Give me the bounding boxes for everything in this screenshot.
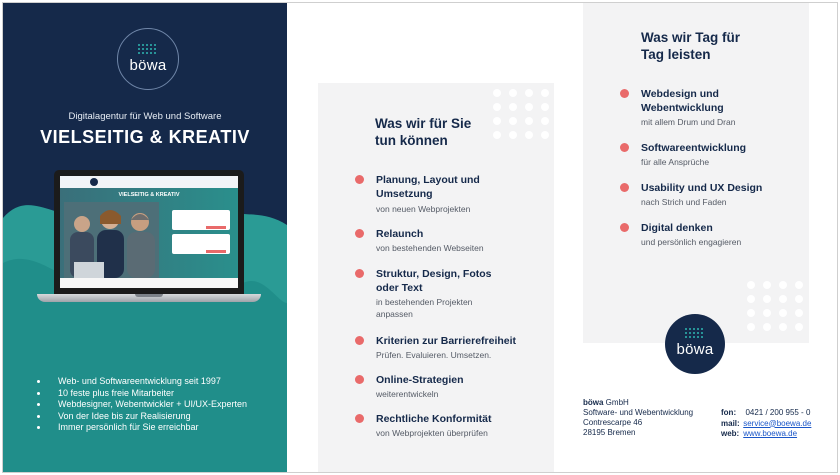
bullet-dot-icon <box>355 175 364 184</box>
bullet-dot-icon <box>355 269 364 278</box>
work-item <box>620 87 820 129</box>
logo-dots-icon <box>685 328 705 340</box>
headline: VIELSEITIG & KREATIV <box>40 127 250 147</box>
logo-dot <box>150 52 152 54</box>
logo-dot <box>150 48 152 50</box>
work-title: Softwareentwicklung <box>641 142 747 154</box>
service-subtitle: von bestehenden Webseiten <box>376 243 484 253</box>
list-item: Immer persönlich für Sie erreichbar <box>37 422 247 434</box>
phone-label: fon: <box>721 408 737 417</box>
grid-dot <box>509 117 517 125</box>
work-subtitle: nach Strich und Faden <box>641 197 727 207</box>
boewa-logo-footer <box>665 314 725 374</box>
left-panel <box>3 3 287 472</box>
daily-work-title-line2: Tag leisten <box>641 47 711 62</box>
grid-dot <box>509 103 517 111</box>
logo-dot <box>689 336 691 338</box>
mail-label: mail: <box>721 418 740 428</box>
logo-dot <box>701 328 703 330</box>
grid-dot <box>747 323 755 331</box>
bullet-dot-icon <box>355 414 364 423</box>
logo-dots-icon <box>138 44 158 56</box>
grid-dot <box>795 281 803 289</box>
grid-dot <box>795 295 803 303</box>
bullet-dot-icon <box>620 143 629 152</box>
grid-dot <box>525 117 533 125</box>
grid-dot <box>779 295 787 303</box>
logo-dot <box>142 48 144 50</box>
mail-link[interactable]: service@boewa.de <box>743 418 812 428</box>
grid-dot <box>795 323 803 331</box>
work-subtitle: und persönlich engagieren <box>641 237 742 247</box>
grid-dot <box>763 323 771 331</box>
grid-dot <box>525 131 533 139</box>
grid-dot <box>779 309 787 317</box>
service-title: Online-Strategien <box>376 374 464 386</box>
address-line: 28195 Bremen <box>583 428 636 437</box>
logo-dot <box>138 44 140 46</box>
service-title: Kriterien zur Barrierefreiheit <box>376 335 517 347</box>
contact-info <box>721 408 811 440</box>
grid-dot <box>779 323 787 331</box>
work-title: Webdesign und Webentwicklung <box>641 88 724 114</box>
grid-dot <box>763 295 771 303</box>
logo-dot <box>154 48 156 50</box>
work-item <box>620 181 820 209</box>
grid-dot <box>525 103 533 111</box>
work-item <box>620 221 820 249</box>
dot-grid-decoration <box>493 89 557 145</box>
screen-logo-icon <box>90 178 98 186</box>
logo-dot <box>701 336 703 338</box>
web-row <box>721 429 811 440</box>
work-title: Usability und UX Design <box>641 182 763 194</box>
flyer <box>2 2 838 473</box>
logo-dot <box>693 332 695 334</box>
bullet-dot-icon <box>620 223 629 232</box>
grid-dot <box>541 117 549 125</box>
service-item <box>355 334 555 362</box>
logo-dot <box>697 336 699 338</box>
bullet-dot-icon <box>355 336 364 345</box>
logo-dot <box>697 332 699 334</box>
grid-dot <box>779 281 787 289</box>
grid-dot <box>747 309 755 317</box>
grid-dot <box>525 89 533 97</box>
service-title: Struktur, Design, Fotos oder Text <box>376 268 492 294</box>
service-subtitle: von Webprojekten überprüfen <box>376 428 488 438</box>
address-line: Contrescarpe 46 <box>583 418 643 427</box>
laptop-image <box>37 170 261 306</box>
logo-dot <box>689 328 691 330</box>
laptop-screen <box>60 176 238 288</box>
services-title-line1: Was wir für Sie <box>375 116 472 131</box>
logo-dot <box>697 328 699 330</box>
grid-dot <box>541 103 549 111</box>
daily-work-title <box>641 29 740 63</box>
logo-dot <box>138 48 140 50</box>
service-title: Planung, Layout und Umsetzung <box>376 174 480 200</box>
grid-dot <box>795 309 803 317</box>
grid-dot <box>493 89 501 97</box>
logo-dot <box>142 52 144 54</box>
service-subtitle: von neuen Webprojekten <box>376 204 471 214</box>
screen-title: VIELSEITIG & KREATIV <box>118 192 180 198</box>
grid-dot <box>747 281 755 289</box>
boewa-logo <box>117 28 179 90</box>
service-title: Relaunch <box>376 228 424 240</box>
logo-dot <box>701 332 703 334</box>
team-photo <box>64 202 159 278</box>
logo-dot <box>146 48 148 50</box>
tagline: Digitalagentur für Web und Software <box>68 111 222 122</box>
logo-text: böwa <box>129 57 167 74</box>
services-title <box>375 115 471 149</box>
logo-text: böwa <box>676 341 714 358</box>
logo-dot <box>693 336 695 338</box>
company-name-rest: GmbH <box>603 398 629 407</box>
logo-dot <box>150 44 152 46</box>
feature-list <box>37 376 247 434</box>
mail-row <box>721 419 811 430</box>
grid-dot <box>493 117 501 125</box>
web-label: web: <box>721 429 740 438</box>
phone-row <box>721 408 811 419</box>
logo-dot <box>142 44 144 46</box>
list-item: Web- und Softwareentwicklung seit 1997 <box>37 376 247 388</box>
service-subtitle: in bestehenden Projekten anpassen <box>376 297 473 319</box>
web-link[interactable]: www.boewa.de <box>743 429 798 438</box>
work-item <box>620 141 820 169</box>
grid-dot <box>763 309 771 317</box>
bullet-dot-icon <box>620 89 629 98</box>
service-item <box>355 267 555 321</box>
service-item <box>355 173 555 213</box>
company-name <box>583 398 693 408</box>
daily-work-title-line1: Was wir Tag für <box>641 30 741 45</box>
list-item: Webdesigner, Webentwickler + UI/UX-Experten <box>37 399 247 411</box>
list-item: 10 feste plus freie Mitarbeiter <box>37 388 247 400</box>
bullet-dot-icon <box>355 229 364 238</box>
logo-dot <box>146 44 148 46</box>
service-item <box>355 373 555 401</box>
logo-dot <box>693 328 695 330</box>
logo-dot <box>685 328 687 330</box>
grid-dot <box>541 89 549 97</box>
logo-dot <box>689 332 691 334</box>
work-subtitle: mit allem Drum und Dran <box>641 117 736 127</box>
work-subtitle: für alle Ansprüche <box>641 157 710 167</box>
logo-dot <box>685 336 687 338</box>
company-address <box>583 398 693 438</box>
bullet-dot-icon <box>620 183 629 192</box>
logo-dot <box>154 44 156 46</box>
company-name-bold: böwa <box>583 398 604 407</box>
grid-dot <box>541 131 549 139</box>
logo-dot <box>685 332 687 334</box>
grid-dot <box>747 295 755 303</box>
bullet-dot-icon <box>355 375 364 384</box>
grid-dot <box>763 281 771 289</box>
grid-dot <box>493 103 501 111</box>
service-title: Rechtliche Konformität <box>376 413 492 425</box>
service-subtitle: weiterentwickeln <box>376 389 439 399</box>
phone-number: 0421 / 200 955 - 0 <box>745 408 811 417</box>
grid-dot <box>509 89 517 97</box>
services-title-line2: tun können <box>375 133 448 148</box>
dot-grid-decoration <box>747 281 811 337</box>
work-title: Digital denken <box>641 222 713 234</box>
service-subtitle: Prüfen. Evaluieren. Umsetzen. <box>376 350 492 360</box>
logo-dot <box>138 52 140 54</box>
logo-dot <box>154 52 156 54</box>
list-item: Von der Idee bis zur Realisierung <box>37 411 247 423</box>
grid-dot <box>493 131 501 139</box>
service-item <box>355 227 555 255</box>
service-item <box>355 412 555 440</box>
logo-dot <box>146 52 148 54</box>
grid-dot <box>509 131 517 139</box>
address-line: Software- und Webentwicklung <box>583 408 694 417</box>
